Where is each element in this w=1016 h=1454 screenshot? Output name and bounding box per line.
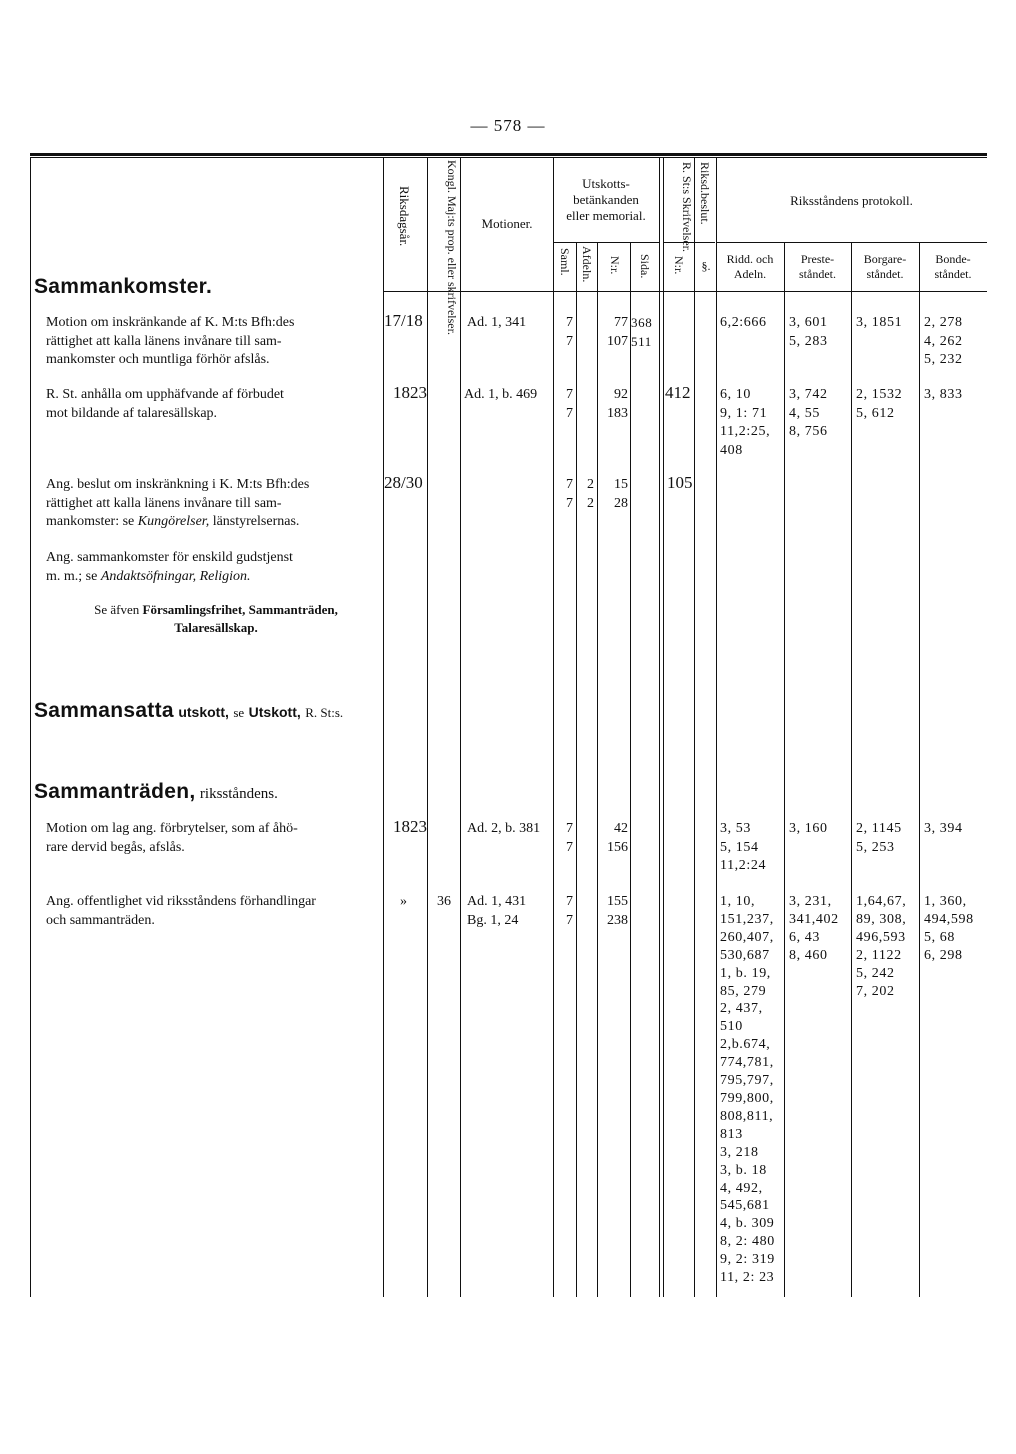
entry-2-bonde: 3, 833 bbox=[924, 387, 963, 402]
entry-3-nr: 15 28 bbox=[614, 477, 628, 511]
entry-5-saml: 7 7 bbox=[566, 821, 573, 855]
table-top-rule bbox=[30, 153, 987, 156]
see-also-reference: Se äfven Församlingsfrihet, Sammanträden, Talaresällskap. bbox=[94, 602, 338, 635]
col-rule-nr bbox=[630, 242, 631, 1297]
entry-6-ridd: 1, 10, 151,237, 260,407, 530,687 1, b. 19, 85, 279 2, 437, 510 2,b.674, 774,781, 795,797, 799,800, 808,811, 813 3, 218 3, b. 18 4, 492, 545,681 4, b. 309 8, 2: 480 9, 2: 319 11, 2: 23 bbox=[720, 894, 775, 1286]
entry-5-nr: 42 156 bbox=[607, 821, 628, 855]
entry-2-saml: 7 7 bbox=[566, 387, 573, 421]
header-nr: N:r. bbox=[608, 256, 622, 275]
col-rule-afdeln bbox=[597, 242, 598, 1297]
entry-3-rsts: 105 bbox=[667, 473, 693, 492]
entry-5-motion: Ad. 2, b. 381 bbox=[467, 821, 541, 836]
entry-6-preste: 3, 231, 341,402 6, 43 8, 460 bbox=[789, 894, 839, 963]
entry-5-borgare: 2, 1145 5, 253 bbox=[856, 821, 902, 855]
col-rule-borgare bbox=[919, 242, 920, 1297]
entry-1-bonde: 2, 278 4, 262 5, 232 bbox=[924, 315, 963, 367]
entry-2-rsts: 412 bbox=[665, 383, 691, 402]
header-saml: Saml. bbox=[558, 248, 572, 276]
header-rsts-nr: N:r. bbox=[672, 256, 686, 275]
header-riksdbeslut: Riksd.beslut. bbox=[698, 162, 712, 225]
entry-2-year: 1823 bbox=[393, 383, 427, 402]
entry-1-ridd: 6,2:666 bbox=[720, 315, 767, 330]
entry-3-saml: 7 7 bbox=[566, 477, 573, 511]
entry-3-description: Ang. beslut om inskränkning i K. M:ts Bfh:des rättighet att kalla länens invånare till sam- mankomster: se Kungörelser, länstyrelsernas. bbox=[46, 477, 310, 529]
entry-1-preste: 3, 601 5, 283 bbox=[789, 315, 828, 349]
header-bonde: Bonde- ståndet. bbox=[934, 252, 972, 281]
entry-6-bonde: 1, 360, 494,598 5, 68 6, 298 bbox=[924, 894, 974, 963]
entry-6-saml: 7 7 bbox=[566, 894, 573, 928]
entry-1-borgare: 3, 1851 bbox=[856, 315, 903, 330]
entry-1-motion: Ad. 1, 341 bbox=[467, 315, 527, 330]
entry-5-year: 1823 bbox=[393, 817, 427, 836]
entry-1-nr: 77 107 bbox=[607, 315, 628, 349]
entry-4-description: Ang. sammankomster för enskild gudstjenst m. m.; se Andaktsöfningar, Religion. bbox=[46, 550, 293, 584]
entry-2-ridd: 6, 10 9, 1: 71 11,2:25, 408 bbox=[720, 387, 771, 458]
col-rule-ridd bbox=[784, 242, 785, 1297]
left-border bbox=[30, 157, 31, 1297]
entry-1-year: 17/18 bbox=[384, 311, 423, 330]
entry-6-description: Ang. offentlighet vid riksståndens förhandlingar och sammanträden. bbox=[46, 894, 316, 928]
header-utskotts: Utskotts- betänkanden eller memorial. bbox=[566, 176, 646, 223]
header-rsts: R. St:s Skrifvelser. bbox=[680, 162, 694, 253]
entry-2-preste: 3, 742 4, 55 8, 756 bbox=[789, 387, 828, 439]
header-protokoll: Riksståndens protokoll. bbox=[790, 193, 913, 208]
entry-6-nr: 155 238 bbox=[607, 894, 628, 928]
entry-2-description: R. St. anhålla om upphäfvande af förbudet mot bildande af talaresällskap. bbox=[46, 387, 284, 421]
col-rule-motion bbox=[553, 157, 554, 1297]
entry-5-description: Motion om lag ang. förbrytelser, som af åhö- rare dervid begås, afslås. bbox=[46, 821, 298, 855]
col-rule-sida-2 bbox=[663, 157, 664, 1297]
header-borgare: Borgare- ståndet. bbox=[863, 252, 907, 281]
entry-6-year: » bbox=[400, 894, 407, 909]
header-ridd: Ridd. och Adeln. bbox=[726, 252, 774, 281]
entry-6-kongl: 36 bbox=[437, 894, 451, 909]
header-afdeln: Afdeln. bbox=[580, 246, 594, 283]
header-sida: Sida. bbox=[638, 254, 652, 279]
col-rule-year bbox=[427, 157, 428, 1297]
entry-5-bonde: 3, 394 bbox=[924, 821, 963, 836]
section-title-sammantraden: Sammanträden, riksståndens. bbox=[34, 780, 278, 803]
col-rule-rsts bbox=[694, 157, 695, 1297]
entry-3-year: 28/30 bbox=[384, 473, 423, 492]
header-para: §. bbox=[701, 259, 711, 273]
utskotts-sub-rule bbox=[553, 242, 659, 243]
entry-5-preste: 3, 160 bbox=[789, 821, 828, 836]
entry-2-nr: 92 183 bbox=[607, 387, 628, 421]
header-motioner: Motioner. bbox=[481, 216, 533, 231]
entry-2-motion: Ad. 1, b. 469 bbox=[464, 387, 538, 402]
header-kongl: Kongl. Maj:ts prop. eller skrifvelser. bbox=[445, 160, 459, 335]
entry-2-borgare: 2, 1532 5, 612 bbox=[856, 387, 903, 421]
table-top-rule-2 bbox=[30, 157, 987, 158]
entry-3-afdeln: 2 2 bbox=[587, 477, 594, 511]
col-rule-saml bbox=[576, 242, 577, 1297]
entry-6-borgare: 1,64,67, 89, 308, 496,593 2, 1122 5, 242 7, 202 bbox=[856, 894, 907, 999]
entry-1-sida: 368 511 bbox=[631, 315, 653, 349]
entry-1-description: Motion om inskränkande af K. M:ts Bfh:des rättighet att kalla länens invånare till sam- mankomster och muntliga förhör afslås. bbox=[46, 315, 295, 367]
col-rule-sida bbox=[659, 157, 660, 1297]
entry-1-saml: 7 7 bbox=[566, 315, 573, 349]
col-rule-preste bbox=[851, 242, 852, 1297]
header-bottom-rule bbox=[383, 291, 987, 292]
col-rule-riksd bbox=[716, 157, 717, 1297]
header-preste: Preste- ståndet. bbox=[799, 252, 836, 281]
header-riksdagsar: Riksdagsår. bbox=[397, 186, 412, 247]
entry-5-ridd: 3, 53 5, 154 11,2:24 bbox=[720, 821, 767, 873]
entry-6-motion: Ad. 1, 431 Bg. 1, 24 bbox=[467, 894, 527, 928]
section-title-sammansatta: Sammansatta utskott, se Utskott, R. St:s. bbox=[34, 699, 344, 722]
page-number: — 578 — bbox=[470, 116, 546, 135]
col-rule-kongl bbox=[460, 157, 461, 1297]
section-title-sammankomster: Sammankomster. bbox=[34, 275, 213, 298]
